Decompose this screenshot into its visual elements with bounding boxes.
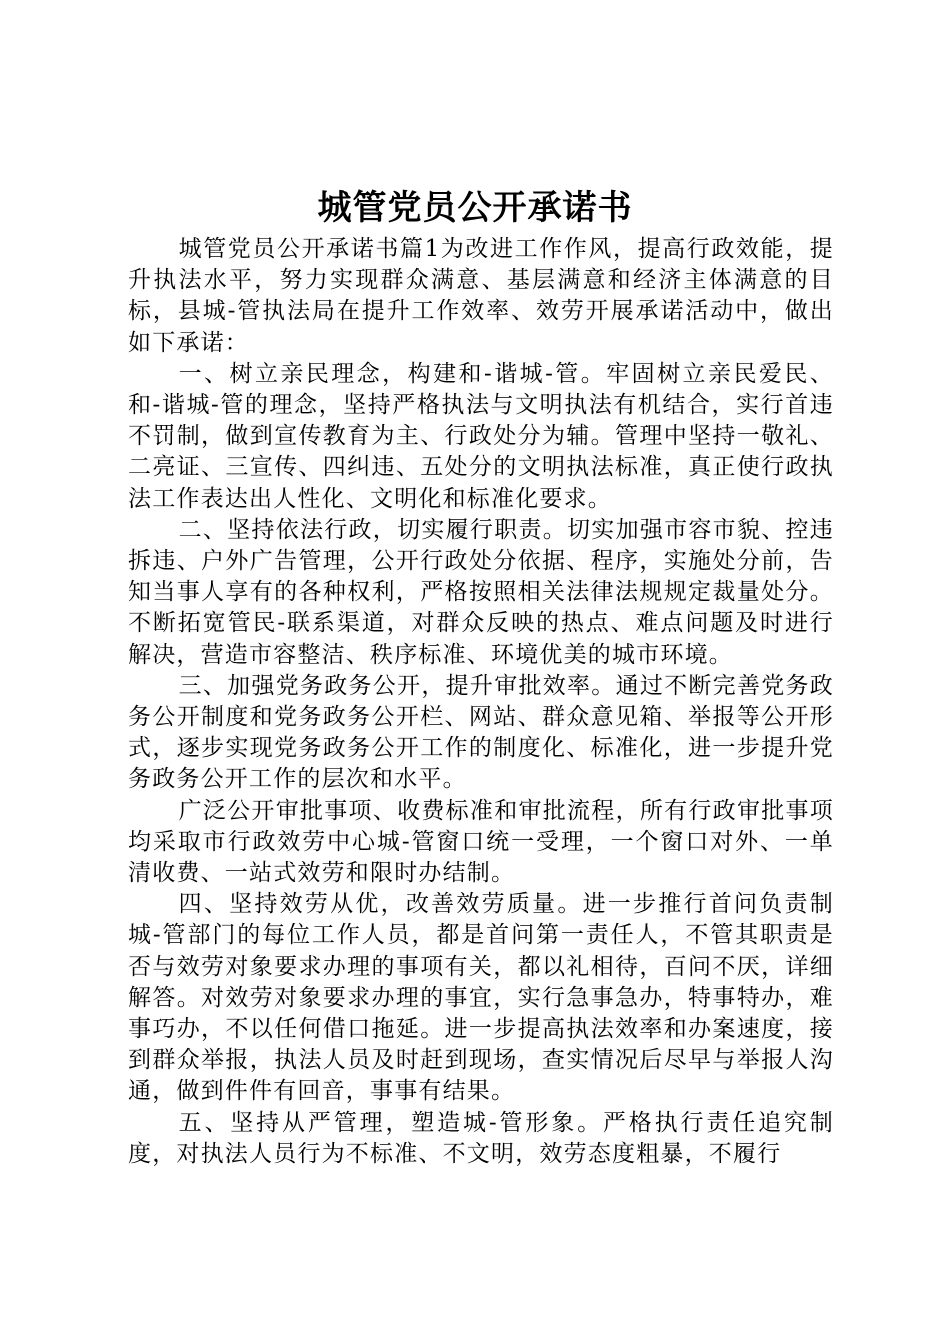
- paragraph-point-2: 二、坚持依法行政，切实履行职责。切实加强市容市貌、控违拆违、户外广告管理，公开行政处分依据、程序，实施处分前，告知当事人享有的各种权利，严格按照相关法律法规规定裁量处分。不断拓宽管民-联系渠道，对群众反映的热点、难点问题及时进行解决，营造市容整洁、秩序标准、环境优美的城市环境。: [128, 516, 834, 668]
- document-body: [128, 234, 834, 1170]
- paragraph-point-3-approval: 广泛公开审批事项、收费标准和审批流程，所有行政审批事项均采取市行政效劳中心城-管窗口统一受理，一个窗口对外、一单清收费、一站式效劳和限时办结制。: [128, 797, 834, 887]
- paragraph-point-1: 一、树立亲民理念，构建和-谐城-管。牢固树立亲民爱民、和-谐城-管的理念，坚持严格执法与文明执法有机结合，实行首违不罚制，做到宣传教育为主、行政处分为辅。管理中坚持一敬礼、二亮证、三宣传、四纠违、五处分的文明执法标准，真正使行政执法工作表达出人性化、文明化和标准化要求。: [128, 360, 834, 512]
- paragraph-point-4: 四、坚持效劳从优，改善效劳质量。进一步推行首问负责制城-管部门的每位工作人员，都是首问第一责任人，不管其职责是否与效劳对象要求办理的事项有关，都以礼相待，百问不厌，详细解答。对效劳对象要求办理的事宜，实行急事急办，特事特办，难事巧办，不以任何借口拖延。进一步提高执法效率和办案速度，接到群众举报，执法人员及时赶到现场，查实情况后尽早与举报人沟通，做到件件有回音，事事有结果。: [128, 891, 834, 1105]
- paragraph-intro: 城管党员公开承诺书篇1为改进工作作风，提高行政效能，提升执法水平，努力实现群众满意、基层满意和经济主体满意的目标，县城-管执法局在提升工作效率、效劳开展承诺活动中，做出如下承诺：: [128, 236, 834, 356]
- document-title: 城管党员公开承诺书: [317, 188, 633, 228]
- paragraph-point-3: 三、加强党务政务公开，提升审批效率。通过不断完善党务政务公开制度和党务政务公开栏、网站、群众意见箱、举报等公开形式，逐步实现党务政务公开工作的制度化、标准化，进一步提升党务政务公开工作的层次和水平。: [128, 672, 834, 793]
- paragraph-point-5: 五、坚持从严管理，塑造城-管形象。严格执行责任追究制度，对执法人员行为不标准、不文明，效劳态度粗暴，不履行: [128, 1109, 834, 1167]
